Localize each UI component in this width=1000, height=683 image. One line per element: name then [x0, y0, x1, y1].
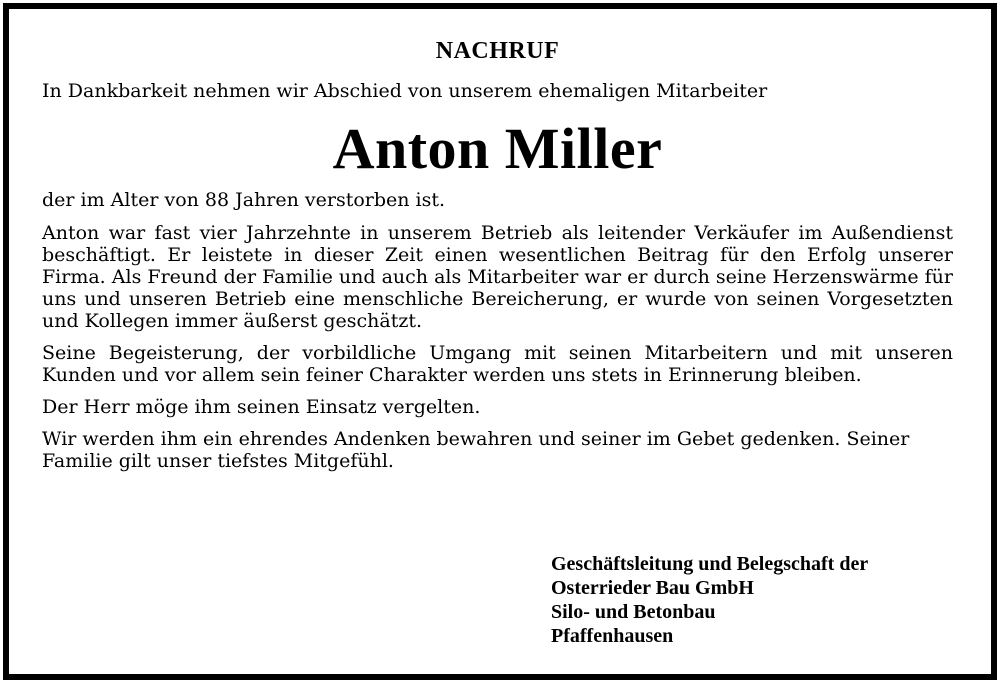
paragraph-memory: Seine Begeisterung, der vorbildliche Umgang mit seinen Mitarbeitern und mit unseren Kunden und vor allem sein feiner Charakter werden uns stets in Erinnerung bleiben.	[42, 342, 953, 386]
signature-line: Osterrieder Bau GmbH	[551, 577, 754, 599]
signature-line: Silo- und Betonbau	[551, 601, 716, 623]
intro-line: In Dankbarkeit nehmen wir Abschied von unserem ehemaligen Mitarbeiter	[42, 80, 768, 102]
signature-line: Pfaffenhausen	[551, 625, 674, 647]
obituary-notice	[42, 36, 953, 472]
age-line: der im Alter von 88 Jahren verstorben ist.	[42, 189, 446, 211]
deceased-name: Anton Miller	[332, 116, 663, 181]
paragraph-blessing: Der Herr möge ihm seinen Einsatz vergelten.	[42, 396, 481, 418]
paragraph-condolence: Wir werden ihm ein ehrendes Andenken bewahren und seiner im Gebet gedenken. Seiner Familie gilt unser tiefstes Mitgefühl.	[42, 428, 910, 472]
notice-heading: NACHRUF	[435, 38, 560, 64]
paragraph-career: Anton war fast vier Jahrzehnte in unserem Betrieb als leitender Verkäufer im Außendienst beschäftigt. Er leistete in dieser Zeit einen wesentlichen Beitrag für den Erfolg unserer Firma. Als Freund der Familie und auch als Mitarbeiter war er durch seine Herzenswärme für uns und unseren Betrieb eine menschliche Bereicherung, er wurde von seinen Vorgesetzten und Kollegen immer äußerst geschätzt.	[42, 222, 953, 332]
signature-line: Geschäftsleitung und Belegschaft der	[551, 553, 869, 575]
signature-block	[551, 552, 868, 648]
